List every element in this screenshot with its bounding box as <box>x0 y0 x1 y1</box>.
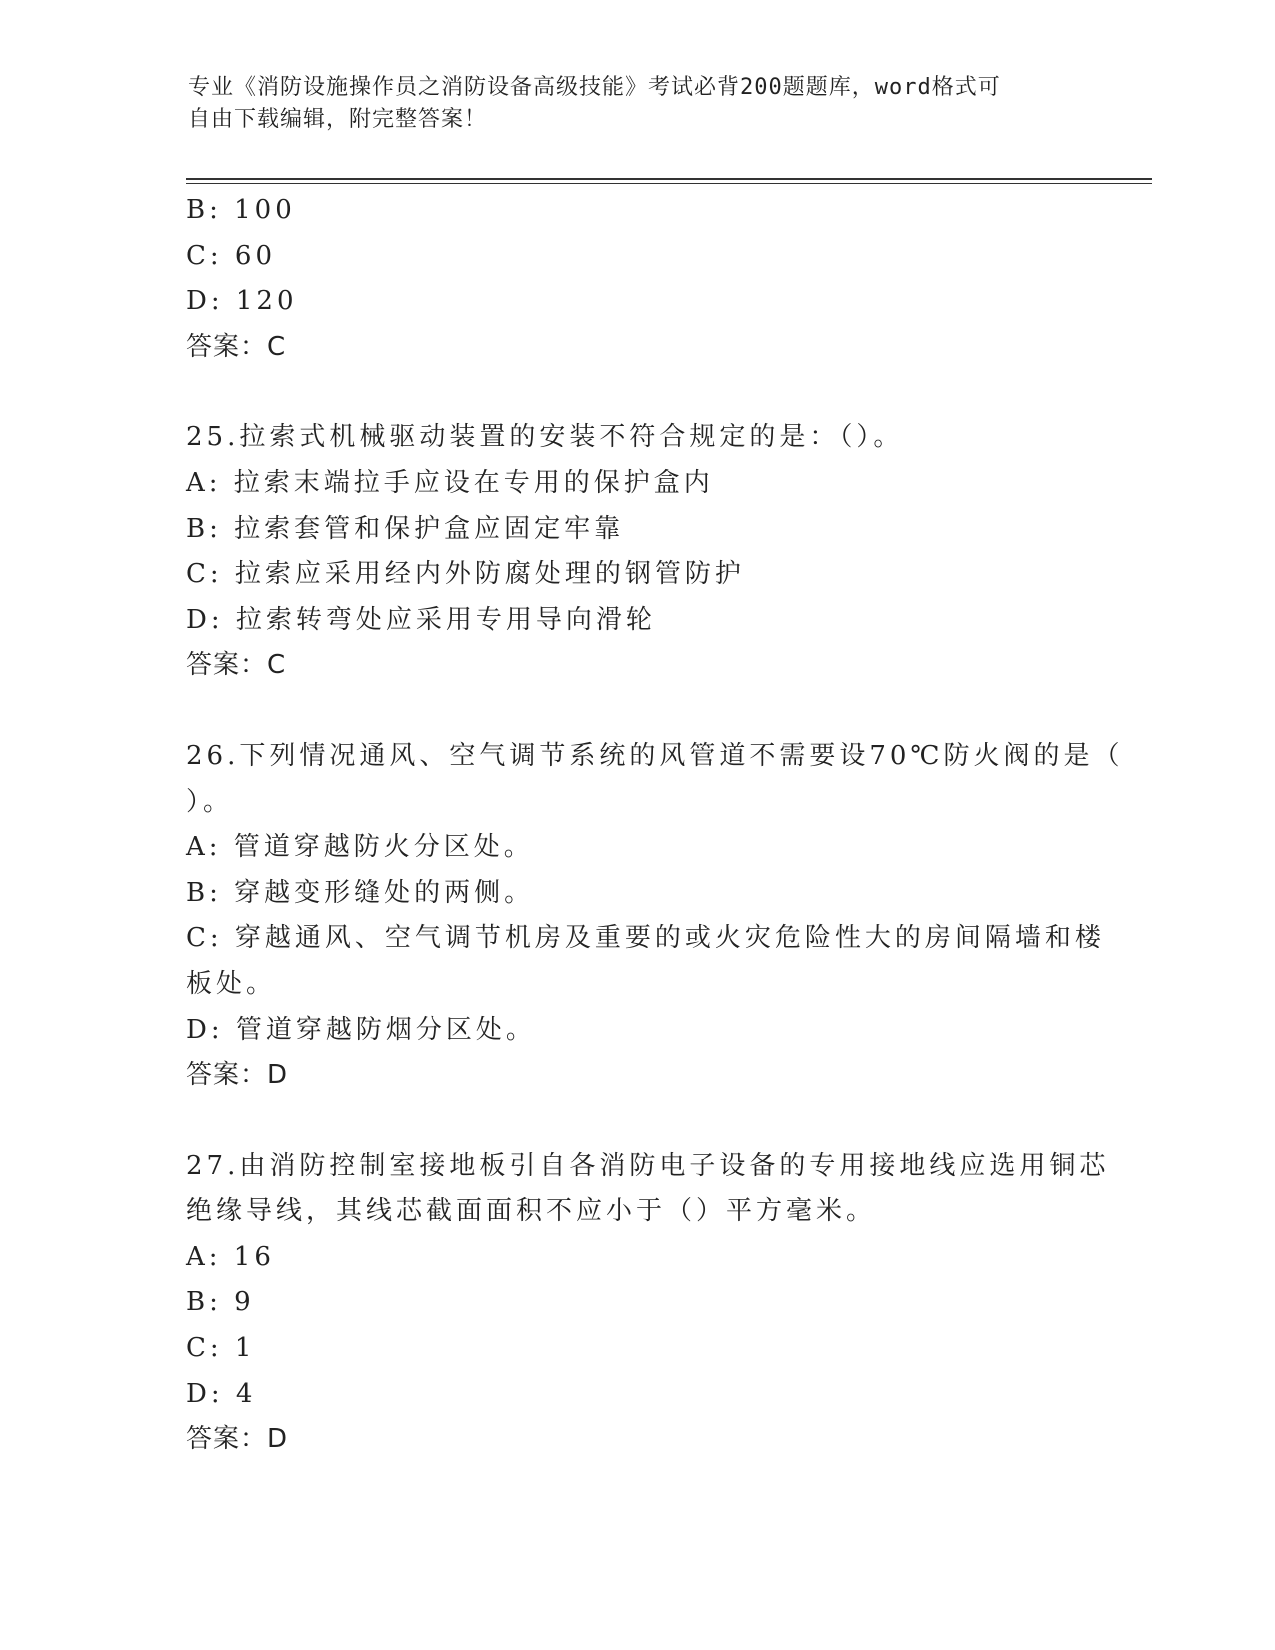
header-divider-thick <box>186 178 1152 180</box>
answer: 答案：C <box>186 331 287 362</box>
option-c-line-1: C: 穿越通风、空气调节机房及重要的或火灾危险性大的房间隔墙和楼 <box>186 923 1105 954</box>
option-c: C: 拉索应采用经内外防腐处理的钢管防护 <box>186 559 745 590</box>
option-d: D: 4 <box>186 1378 257 1409</box>
document-body <box>186 188 1124 1463</box>
option-b: B: 穿越变形缝处的两侧。 <box>186 877 535 908</box>
document-header <box>188 72 1068 136</box>
option-d: D: 120 <box>186 286 298 317</box>
question-stem-line-1: 27.由消防控制室接地板引自各消防电子设备的专用接地线应选用铜芯 <box>186 1150 1110 1181</box>
header-divider-thin <box>186 183 1152 184</box>
question-27 <box>186 1144 1110 1463</box>
prev-question <box>186 188 1086 370</box>
question-stem-line-2: ）。 <box>186 786 234 817</box>
answer: 答案：D <box>186 1060 289 1091</box>
question-26 <box>186 734 1124 1099</box>
question-25 <box>186 415 1086 689</box>
option-b: B: 9 <box>186 1287 255 1318</box>
option-b: B: 拉索套管和保护盒应固定牢靠 <box>186 513 625 544</box>
answer: 答案：C <box>186 650 287 681</box>
option-a: A: 拉索末端拉手应设在专用的保护盒内 <box>186 467 714 498</box>
option-c-line-2: 板处。 <box>186 968 277 999</box>
option-a: A: 16 <box>186 1241 275 1272</box>
option-c: C: 1 <box>186 1333 256 1364</box>
option-d: D: 管道穿越防烟分区处。 <box>186 1014 536 1045</box>
question-stem-line-2: 绝缘导线，其线芯截面面积不应小于（）平方毫米。 <box>186 1196 877 1227</box>
option-a: A: 管道穿越防火分区处。 <box>186 832 534 863</box>
question-stem-line-1: 26.下列情况通风、空气调节系统的风管道不需要设70℃防火阀的是（ <box>186 740 1124 771</box>
question-stem: 25.拉索式机械驱动装置的安装不符合规定的是：（）。 <box>186 422 904 453</box>
header-line-2: 自由下载编辑，附完整答案！ <box>188 107 488 132</box>
option-c: C: 60 <box>186 240 277 271</box>
option-b: B: 100 <box>186 195 296 225</box>
option-d: D: 拉索转弯处应采用专用导向滑轮 <box>186 604 656 635</box>
answer: 答案：D <box>186 1424 289 1455</box>
header-line-1: 专业《消防设施操作员之消防设备高级技能》考试必背200题题库，word格式可 <box>188 75 1001 100</box>
